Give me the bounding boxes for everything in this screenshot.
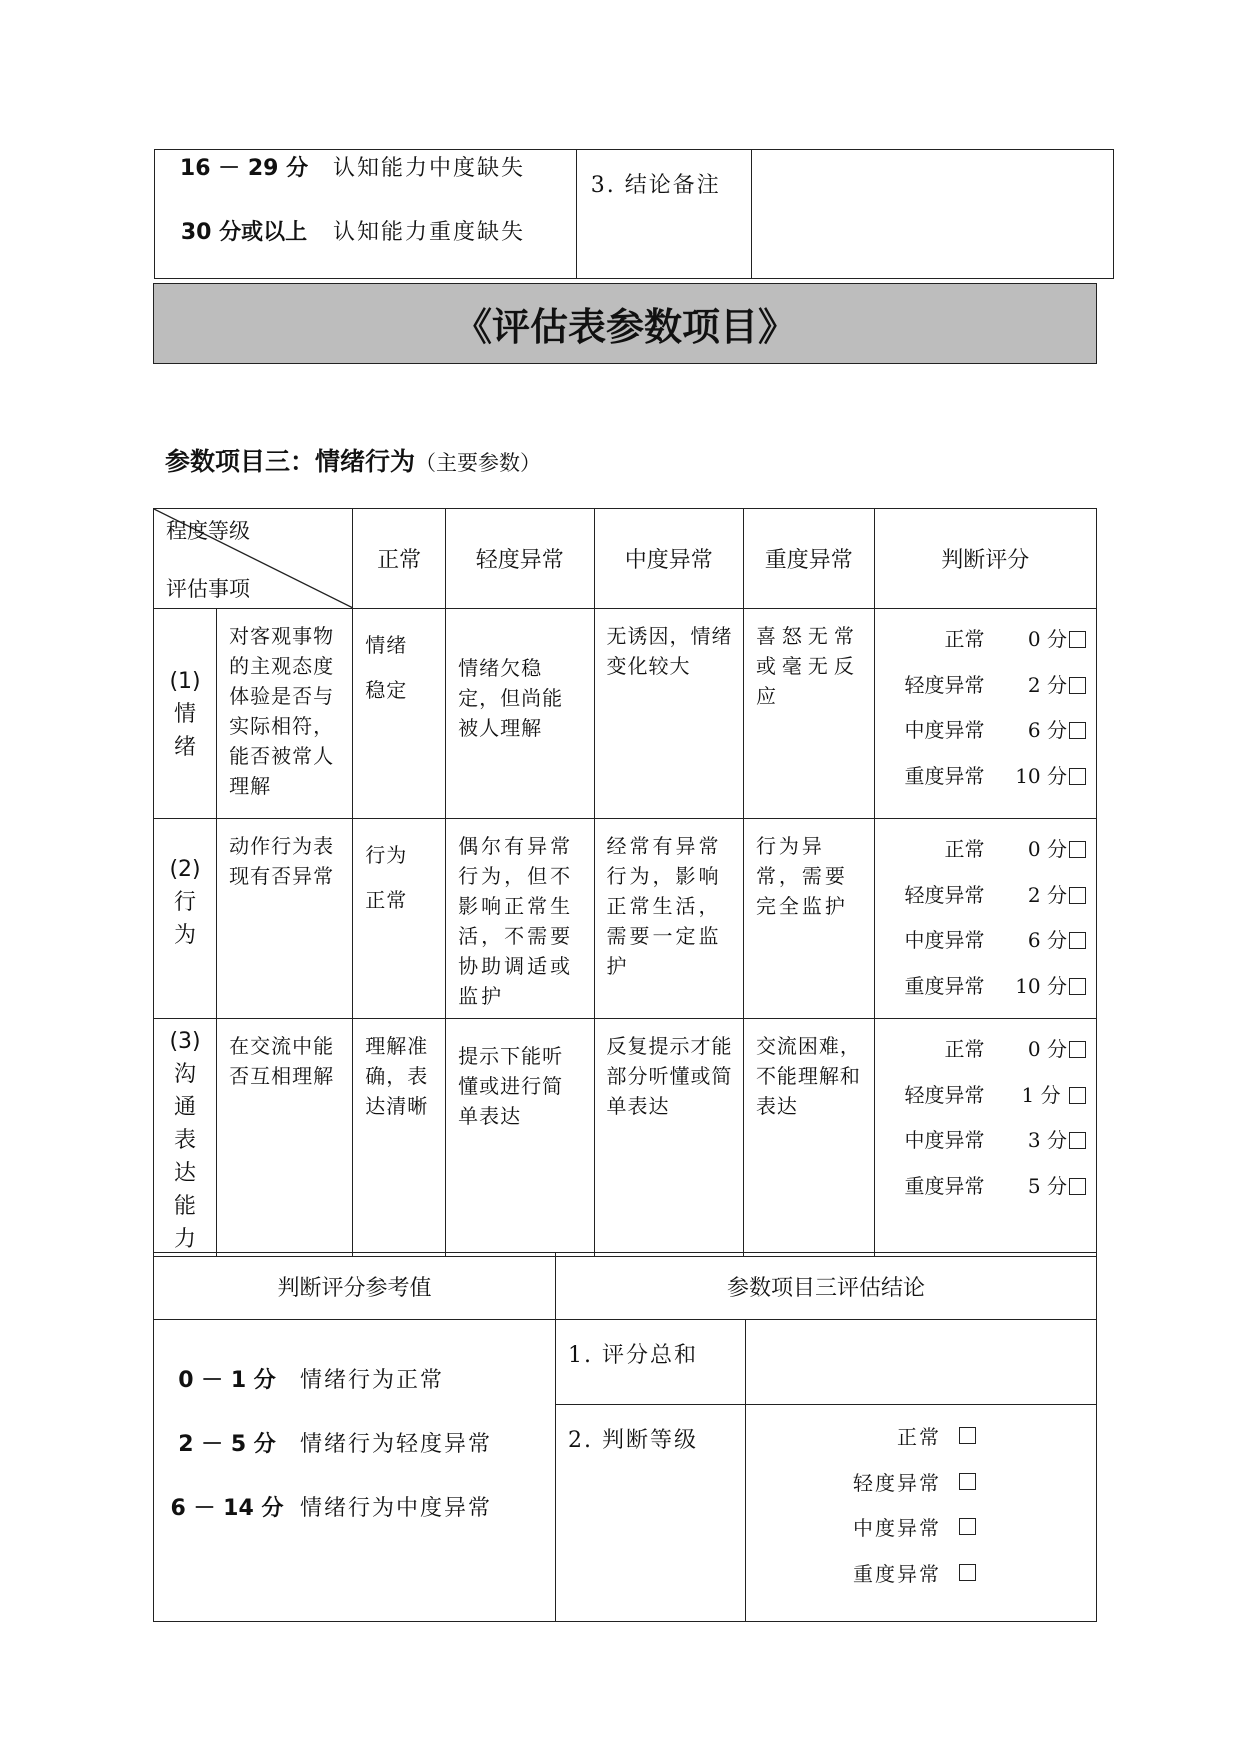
- row-category: (3) 沟 通 表 达 能 力: [154, 1019, 217, 1257]
- score-option[interactable]: 轻度异常 2 分: [887, 879, 1087, 925]
- reference-desc: 情绪行为正常: [300, 1367, 445, 1393]
- row-severe: 喜怒无常或毫无反应: [743, 609, 874, 819]
- corner-header: [154, 509, 353, 609]
- grade-label: 2. 判断等级: [556, 1405, 746, 1622]
- score-range: 30 分或以上: [180, 219, 308, 245]
- section-heading: [165, 442, 541, 478]
- grade-option[interactable]: 中度异常: [746, 1504, 1096, 1550]
- row-scores: [874, 1019, 1097, 1257]
- checkbox[interactable]: [959, 1518, 976, 1535]
- row-normal: 情绪 稳定: [353, 609, 446, 819]
- checkbox[interactable]: [1069, 677, 1086, 694]
- row-category: (2) 行 为: [154, 819, 217, 1019]
- grade-option[interactable]: 正常: [746, 1413, 1096, 1459]
- score-desc: 认知能力中度缺失: [333, 155, 526, 181]
- score-range: 16 － 29 分: [179, 155, 309, 181]
- row-mild: 提示下能听懂或进行简单表达: [446, 1019, 594, 1257]
- checkbox[interactable]: [1069, 887, 1086, 904]
- checkbox[interactable]: [959, 1473, 976, 1490]
- score-line: [155, 150, 576, 182]
- reference-line: [154, 1410, 555, 1474]
- section-heading-main: 参数项目三：情绪行为: [165, 447, 416, 476]
- checkbox[interactable]: [1069, 1132, 1086, 1149]
- score-option[interactable]: 中度异常 6 分: [887, 714, 1087, 760]
- conclusion-header: 参数项目三评估结论: [556, 1253, 1097, 1320]
- score-option[interactable]: 正常 0 分: [887, 833, 1087, 879]
- note-label: 3. 结论备注: [576, 150, 751, 279]
- checkbox[interactable]: [1069, 768, 1086, 785]
- reference-range: 0 － 1 分: [178, 1367, 276, 1393]
- row-mild: 偶尔有异常行为，但不影响正常生活，不需要协助调适或监护: [446, 819, 594, 1019]
- reference-values: [154, 1320, 556, 1622]
- reference-desc: 情绪行为中度异常: [300, 1495, 493, 1521]
- banner-title: 《评估表参数项目》: [153, 283, 1097, 364]
- reference-header: 判断评分参考值: [154, 1253, 556, 1320]
- header-moderate: 中度异常: [594, 509, 743, 609]
- row-moderate: 反复提示才能部分听懂或简单表达: [594, 1019, 743, 1257]
- score-option[interactable]: 中度异常 3 分: [887, 1124, 1087, 1170]
- header-severe: 重度异常: [743, 509, 874, 609]
- header-score: 判断评分: [874, 509, 1097, 609]
- checkbox[interactable]: [1069, 841, 1086, 858]
- checkbox[interactable]: [1069, 978, 1086, 995]
- row-moderate: 无诱因，情绪变化较大: [594, 609, 743, 819]
- reference-line: [154, 1474, 555, 1538]
- row-question: 动作行为表现有否异常: [217, 819, 353, 1019]
- score-option[interactable]: 重度异常 10 分: [887, 970, 1087, 1016]
- total-label: 1. 评分总和: [556, 1320, 746, 1405]
- reference-range: 6 － 14 分: [170, 1495, 284, 1521]
- row-moderate: 经常有异常行为，影响正常生活，需要一定监护: [594, 819, 743, 1019]
- score-range-cell: [155, 150, 577, 279]
- total-value-field[interactable]: [745, 1320, 1096, 1405]
- score-desc: 认知能力重度缺失: [333, 219, 526, 245]
- row-scores: [874, 609, 1097, 819]
- row-question: 对客观事物的主观态度体验是否与实际相符，能否被常人理解: [217, 609, 353, 819]
- table-row: [154, 1019, 1097, 1257]
- table-header-row: [154, 509, 1097, 609]
- row-normal: 行为 正常: [353, 819, 446, 1019]
- row-severe: 行为异常，需要完全监护: [743, 819, 874, 1019]
- row-question: 在交流中能否互相理解: [217, 1019, 353, 1257]
- top-score-table: [154, 149, 1114, 279]
- reference-desc: 情绪行为轻度异常: [300, 1431, 493, 1457]
- header-mild: 轻度异常: [446, 509, 594, 609]
- score-option[interactable]: 轻度异常 2 分: [887, 669, 1087, 715]
- table-row: [154, 609, 1097, 819]
- reference-line: [154, 1346, 555, 1410]
- grade-option[interactable]: 轻度异常: [746, 1459, 1096, 1505]
- score-option[interactable]: 正常 0 分: [887, 1033, 1087, 1079]
- grade-options: [745, 1405, 1096, 1622]
- row-scores: [874, 819, 1097, 1019]
- section-heading-sub: （主要参数）: [415, 451, 542, 475]
- score-option[interactable]: 轻度异常 1 分: [887, 1079, 1087, 1125]
- assessment-table: [153, 508, 1097, 1257]
- checkbox[interactable]: [959, 1427, 976, 1444]
- row-severe: 交流困难，不能理解和表达: [743, 1019, 874, 1257]
- header-normal: 正常: [353, 509, 446, 609]
- note-value-field[interactable]: [751, 150, 1113, 279]
- score-line: [155, 214, 576, 246]
- score-option[interactable]: 正常 0 分: [887, 623, 1087, 669]
- score-option[interactable]: 中度异常 6 分: [887, 924, 1087, 970]
- score-option[interactable]: 重度异常 10 分: [887, 760, 1087, 806]
- table-row: [154, 819, 1097, 1019]
- checkbox[interactable]: [1069, 932, 1086, 949]
- row-mild: 情绪欠稳定，但尚能被人理解: [446, 609, 594, 819]
- score-option[interactable]: 重度异常 5 分: [887, 1170, 1087, 1216]
- row-normal: 理解准确，表达清晰: [353, 1019, 446, 1257]
- checkbox[interactable]: [1069, 1178, 1086, 1195]
- row-category: (1) 情 绪: [154, 609, 217, 819]
- corner-bottom-label: 评估事项: [166, 577, 250, 601]
- checkbox[interactable]: [959, 1564, 976, 1581]
- checkbox[interactable]: [1069, 1087, 1086, 1104]
- corner-top-label: 程度等级: [166, 519, 250, 543]
- checkbox[interactable]: [1069, 631, 1086, 648]
- reference-range: 2 － 5 分: [178, 1431, 276, 1457]
- conclusion-table: [153, 1252, 1097, 1622]
- checkbox[interactable]: [1069, 722, 1086, 739]
- grade-option[interactable]: 重度异常: [746, 1550, 1096, 1596]
- checkbox[interactable]: [1069, 1041, 1086, 1058]
